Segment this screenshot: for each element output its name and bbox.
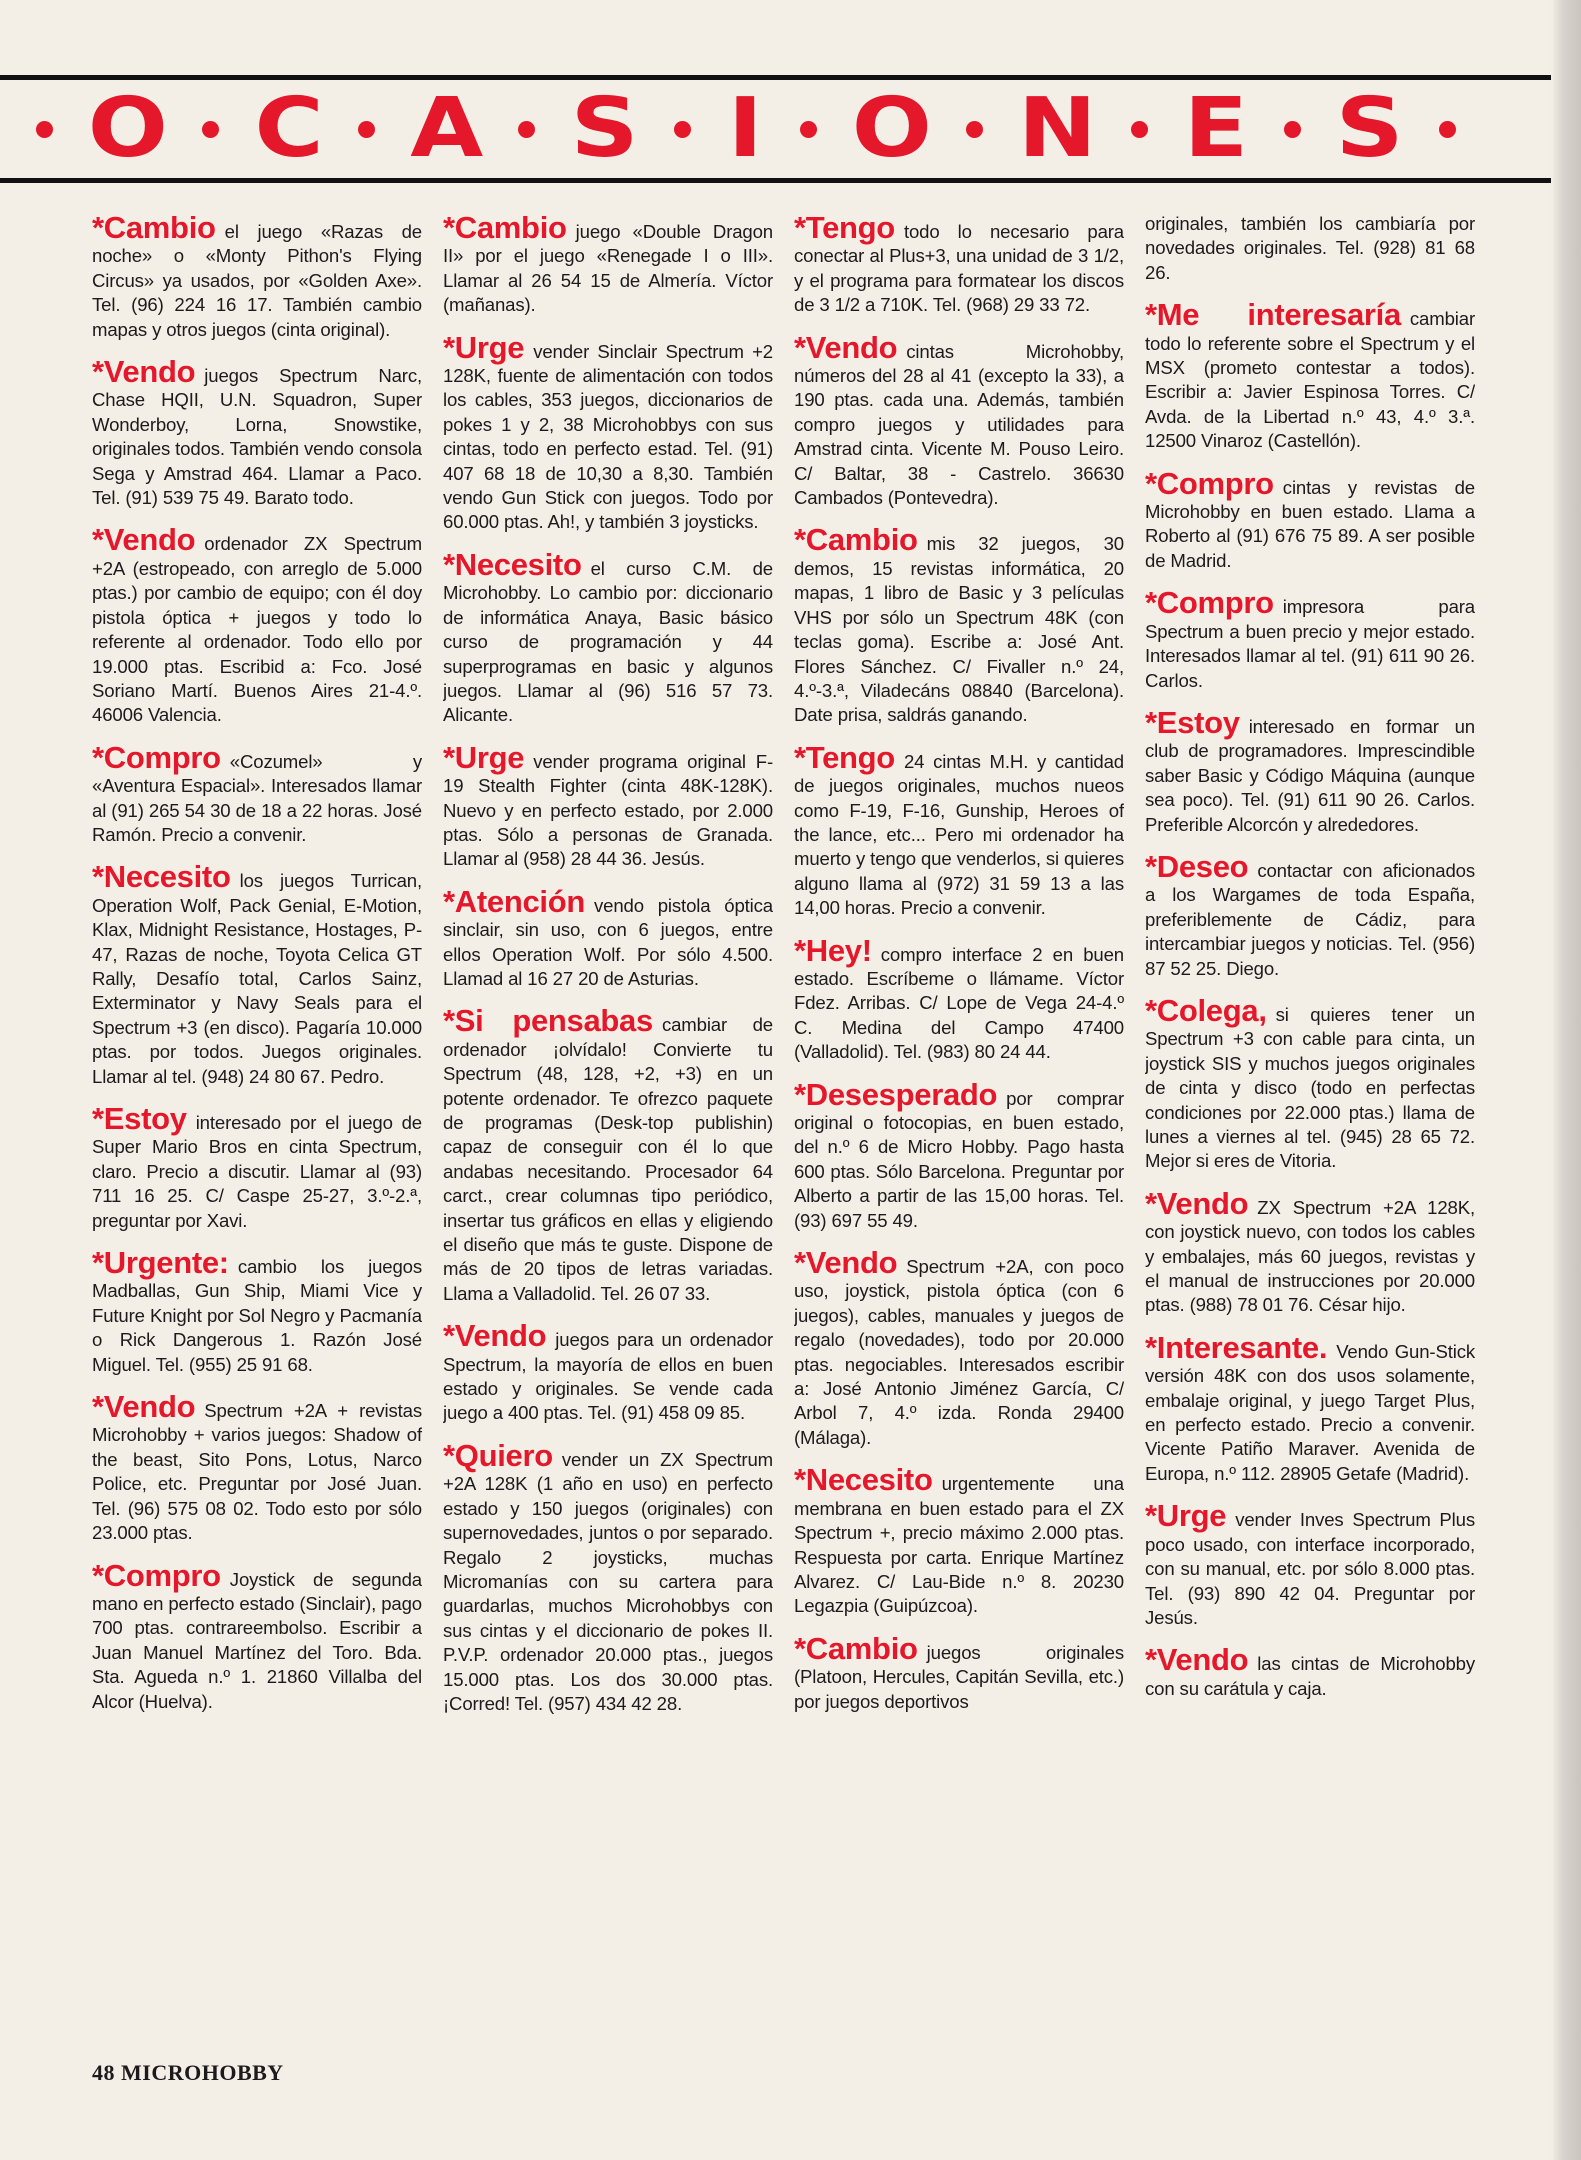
separator-dot [202, 121, 219, 138]
ad-text: los juegos Turrican, Operation Wolf, Pack Genial, E-Motion, Klax, Midnight Resistance, Hostages, P-47, Razas de noche, Toyota Celica GT Rally, Desafío total, Carlos Sainz, Exterminator y Navy Seals para el Spectrum +3 (en disco). Pagaría 10.000 ptas. por todos. Juegos originales. Llamar al tel. (948) 24 80 67. Pedro. [92, 870, 422, 1087]
ad-text: 24 cintas M.H. y cantidad de juegos originales, muchos nueos como F-19, F-16, Gunship, Heroes of the lance, etc... Pero mi ordenador ha muerto y tengo que venderlos, si quieres alguno llama al (972) 31 59 13 a las 14,00 horas. Precio a convenir. [794, 750, 1124, 919]
title-letter: I [727, 81, 764, 176]
classified-ad [794, 524, 1124, 727]
ad-text: juego «Double Dragon II» por el juego «Renegade I o III». Llamar al 26 54 15 de Almería. Víctor (mañanas). [443, 221, 773, 316]
ad-keyword: *Vendo [794, 329, 898, 365]
classified-ad [92, 1103, 422, 1233]
classified-ads-columns [92, 212, 1475, 2047]
classified-ad [92, 739, 422, 848]
classified-ad [92, 524, 422, 727]
ad-text: urgentemente una membrana en buen estado para el ZX Spectrum +, precio máximo 2.000 ptas. Respuesta por carta. Enrique Martínez Alvarez. C/ Lau-Bide n.º 8. 20230 Legazpia (Guipúzcoa). [794, 1473, 1124, 1617]
ad-text: mis 32 juegos, 30 demos, 15 revistas informática, 20 mapas, 1 libro de Basic y 3 películas VHS por sólo un Spectrum 48K (con teclas goma). Escribe a: José Ant. Flores Sánchez. C/ Fivaller n.º 24, 4.º-3.ª, Viladecáns 08840 (Barcelona). Date prisa, saldrás ganando. [794, 533, 1124, 726]
ad-keyword: *Urge [443, 739, 525, 775]
classified-ad [1145, 587, 1475, 693]
separator-dot [966, 121, 983, 138]
ad-keyword: *Vendo [92, 1389, 196, 1425]
column-2 [443, 212, 773, 2047]
classified-ad [443, 1437, 773, 1716]
ad-text: interesado en formar un club de programadores. Imprescindible saber Basic y Código Máquina (aunque sea poco). Tel. (91) 611 90 26. Carlos. Preferible Alcorcón y alrededores. [1145, 715, 1475, 835]
separator-dot [800, 121, 817, 138]
ad-keyword: *Cambio [443, 212, 567, 245]
ad-keyword: *Vendo [1145, 1642, 1249, 1678]
ad-text: vender Inves Spectrum Plus poco usado, con interface incorporado, con su manual, etc. por sólo 8.000 ptas. Tel. (93) 890 42 04. Preguntar por Jesús. [1145, 1509, 1475, 1628]
classified-ad [1145, 299, 1475, 453]
ad-keyword: *Necesito [443, 546, 582, 582]
classified-ad [794, 329, 1124, 511]
ad-text: Spectrum +2A + revistas Microhobby + varios juegos: Shadow of the beast, Sito Pons, Lotus, Narco Police, etc. Preguntar por José Juan. Tel. (96) 575 08 02. Todo esto por sólo 23.000 ptas. [92, 1400, 422, 1544]
ad-keyword: *Vendo [92, 354, 196, 390]
separator-dot [1439, 121, 1456, 138]
ad-keyword: *Tengo [794, 739, 895, 775]
classified-ad [1145, 848, 1475, 981]
classified-ad [1145, 1500, 1475, 1630]
title-letter: O [851, 81, 932, 176]
separator-dot [1284, 121, 1301, 138]
classified-ad [1145, 992, 1475, 1174]
separator-dot [36, 121, 53, 138]
ad-keyword: *Hey! [794, 932, 872, 968]
classified-ad [794, 739, 1124, 921]
ad-text: si quieres tener un Spectrum +3 con cable para cinta, un joystick SIS y muchos juegos originales de cinta y disco (todo en perfectas condiciones por 22.000 ptas.) llama de lunes a viernes al tel. (945) 28 65 72. Mejor si eres de Vitoria. [1145, 1003, 1475, 1172]
separator-dot [674, 121, 691, 138]
classified-ad [794, 1076, 1124, 1233]
classified-ad [794, 212, 1124, 318]
classified-ad [1145, 1644, 1475, 1701]
classified-ad [92, 1557, 422, 1714]
separator-dot [358, 121, 375, 138]
ad-text: juegos para un ordenador Spectrum, la mayoría de ellos en buen estado y originales. Se vende cada juego a 400 ptas. Tel. (91) 458 09 85. [443, 1329, 773, 1424]
classified-ad [92, 861, 422, 1089]
classified-ad [794, 1247, 1124, 1450]
classified-ad [443, 212, 773, 318]
separator-dot [1131, 121, 1148, 138]
ad-text: «Cozumel» y «Aventura Espacial». Interesados llamar al (91) 265 54 30 de 18 a 22 horas. José Ramón. Precio a convenir. [92, 750, 422, 845]
classified-ad [443, 546, 773, 728]
ad-text: Spectrum +2A, con poco uso, joystick, pistola óptica (con 6 juegos), cables, manuales y juegos de regalo (novedades), todo por 20.000 ptas. negociables. Interesados escribir a: José Antonio Jiménez García, C/ Arbol 7, 4.º izda. Ronda 29400 (Málaga). [794, 1256, 1124, 1448]
ad-text: compro interface 2 en buen estado. Escríbeme o llámame. Víctor Fdez. Arribas. C/ Lope de Vega 24-4.º C. Medina del Campo 47400 (Valladolid). Tel. (983) 80 24 44. [794, 943, 1124, 1063]
title-letter: N [1017, 81, 1097, 176]
ad-keyword: *Compro [1145, 465, 1274, 501]
classified-ad [1145, 1185, 1475, 1318]
ad-keyword: *Si pensabas [443, 1003, 653, 1039]
ad-keyword: *Cambio [794, 522, 918, 558]
ad-keyword: *Quiero [443, 1437, 553, 1473]
ad-keyword: *Necesito [92, 859, 231, 895]
ad-keyword: *Urge [1145, 1498, 1227, 1534]
ad-text: impresora para Spectrum a buen precio y mejor estado. Interesados llamar al tel. (91) 611 90 26. Carlos. [1145, 596, 1475, 691]
classified-ad [794, 932, 1124, 1065]
classified-ad [92, 212, 422, 342]
title-letter: S [570, 81, 639, 176]
classified-ad [1145, 1329, 1475, 1486]
title-letter: A [410, 81, 484, 176]
ad-text: contactar con aficionados a los Wargames de toda España, preferiblemente de Cádiz, para intercambiar juegos y noticias. Tel. (956) 87 52 25. Diego. [1145, 859, 1475, 979]
ad-keyword: *Desesperado [794, 1076, 998, 1112]
ad-keyword: *Estoy [1145, 704, 1240, 740]
ad-keyword: *Atención [443, 883, 585, 919]
title-letter: E [1183, 81, 1249, 176]
ad-keyword: *Vendo [92, 522, 196, 558]
column-3 [794, 212, 1124, 2047]
classified-ad [443, 1005, 773, 1306]
classified-ad [92, 356, 422, 510]
ad-keyword: *Urge [443, 329, 525, 365]
ad-keyword: *Urgente: [92, 1245, 229, 1281]
title-letter: O [87, 81, 168, 176]
ad-text: cintas Microhobby, números del 28 al 41 (excepto la 33), a 190 ptas. cada una. Además, también compro juegos y utilidades para Amstrad cinta. Vicente M. Pouso Leiro. C/ Baltar, 38 - Castrelo. 36630 Cambados (Pontevedra). [794, 340, 1124, 509]
classified-ad [794, 1464, 1124, 1618]
classified-ad [1145, 465, 1475, 574]
ad-keyword: *Compro [1145, 585, 1274, 621]
section-title-ocasiones [36, 81, 1456, 176]
ad-text: las cintas de Microhobby con su carátula y caja. [1145, 1653, 1475, 1699]
ad-keyword: *Compro [92, 739, 221, 775]
ad-text: interesado por el juego de Super Mario Bros en cinta Spectrum, claro. Precio a discutir. Llamar al (93) 711 16 25. C/ Caspe 25-27, 3.º-2.ª, preguntar por Xavi. [92, 1112, 422, 1231]
ad-keyword: *Cambio [92, 212, 216, 245]
page-edge [1551, 0, 1581, 2160]
ad-text: ZX Spectrum +2A 128K, con joystick nuevo, con todos los cables y embalajes, más 60 juegos, revistas y el manual de instrucciones por 20.000 ptas. (988) 78 01 76. César hijo. [1145, 1196, 1475, 1316]
classified-ad [1145, 704, 1475, 837]
classified-ad [443, 329, 773, 535]
column-1 [92, 212, 422, 2047]
ad-keyword: *Vendo [1145, 1185, 1249, 1221]
classified-ad [443, 739, 773, 872]
ad-keyword: *Colega, [1145, 992, 1267, 1028]
ad-keyword: *Deseo [1145, 848, 1249, 884]
ad-keyword: *Tengo [794, 212, 895, 245]
ad-text: cintas y revistas de Microhobby en buen estado. Llama a Roberto al (91) 676 75 89. A ser posible de Madrid. [1145, 476, 1475, 571]
classified-ad [794, 1630, 1124, 1714]
ad-keyword: *Interesante. [1145, 1329, 1328, 1365]
ad-text: por comprar original o fotocopias, en buen estado, del n.º 6 de Micro Hobby. Pago hasta 600 ptas. Sólo Barcelona. Preguntar por Alberto a partir de las 15,00 horas. Tel. (93) 697 55 49. [794, 1087, 1124, 1231]
separator-dot [518, 121, 535, 138]
ad-text: vender Sinclair Spectrum +2 128K, fuente de alimentación con todos los cables, 353 juegos, diccionarios de pokes 1 y 2, 38 Microhobbys con sus cintas, todo en perfecto estad. Tel. (91) 407 68 18 de 10,30 a 8,30. También vendo Gun Stick con juegos. Todo por 60.000 ptas. Ah!, y también 3 joysticks. [443, 340, 773, 533]
column-4 [1145, 212, 1475, 2047]
ad-text: Joystick de segunda mano en perfecto estado (Sinclair), pago 700 ptas. contrareembolso. Escribir a Juan Manuel Martínez del Toro. Bda. Sta. Agueda n.º 1. 21860 Villalba del Alcor (Huelva). [92, 1568, 422, 1712]
ad-keyword: *Me interesaría [1145, 297, 1401, 333]
ad-text: vender un ZX Spectrum +2A 128K (1 año en uso) en perfecto estado y 150 juegos (originales) con supernovedades, juntos o por separado. Regalo 2 joysticks, muchas Micromanías con su cartera para guardarlas, muchos Microhobbys con sus cintas y el diccionario de pokes II. P.V.P. ordenador 20.000 ptas., juegos 15.000 ptas. Los dos 30.000 ptas. ¡Corred! Tel. (957) 434 42 28. [443, 1448, 773, 1714]
ad-text: todo lo necesario para conectar al Plus+3, una unidad de 3 1/2, y el programa para formatear los discos de 3 1/2 a 710K. Tel. (968) 29 33 72. [794, 221, 1124, 316]
ad-text: juegos originales (Platoon, Hercules, Capitán Sevilla, etc.) por juegos deportivos [794, 1641, 1124, 1712]
page-footer: 48 MICROHOBBY [92, 2060, 284, 2085]
ad-text: Vendo Gun-Stick versión 48K con dos usos solamente, embalaje original, y juego Target Plus, en perfecto estado. Precio a convenir. Vicente Patiño Maraver. Avenida de Europa, n.º 112. 28905 Getafe (Madrid). [1145, 1340, 1475, 1484]
ad-keyword: *Estoy [92, 1101, 187, 1136]
ad-keyword: *Cambio [794, 1630, 918, 1666]
classified-ad [443, 883, 773, 992]
ad-text: vender programa original F-19 Stealth Fighter (cinta 48K-128K). Nuevo y en perfecto estado, por 2.000 ptas. Sólo a personas de Granada. Llamar al (958) 28 44 36. Jesús. [443, 750, 773, 870]
header-top-rule [0, 75, 1551, 80]
ad-text: ordenador ZX Spectrum +2A (estropeado, con arreglo de 5.000 ptas.) por cambio de equipo; con él doy pistola óptica + juegos y todo lo referente al ordenador. Todo ello por 19.000 ptas. Escribid a: Fco. José Soriano Martí. Buenos Aires 21-4.º. 46006 Valencia. [92, 533, 422, 726]
ad-keyword: *Compro [92, 1557, 221, 1593]
title-letter: C [254, 81, 324, 176]
ad-text: juegos Spectrum Narc, Chase HQII, U.N. Squadron, Super Wonderboy, Lorna, Snowstike, originales todos. También vendo consola Sega y Amstrad 464. Llamar a Paco. Tel. (91) 539 75 49. Barato todo. [92, 365, 422, 509]
classified-ad [1145, 212, 1475, 285]
ad-keyword: *Vendo [443, 1318, 547, 1354]
header-bottom-rule [0, 178, 1551, 183]
ad-text: originales, también los cambiaría por novedades originales. Tel. (928) 81 68 26. [1145, 213, 1475, 283]
title-letter: S [1335, 81, 1404, 176]
ad-text: cambiar todo lo referente sobre el Spectrum y el MSX (prometo contestar a todos). Escribir a: Javier Espinosa Torres. C/ Avda. de la Libertad n.º 43, 4.º 3.ª. 12500 Vinaroz (Castellón). [1145, 308, 1475, 452]
classified-ad [92, 1391, 422, 1545]
ad-text: cambiar de ordenador ¡olvídalo! Convierte tu Spectrum (48, 128, +2, +3) en un potente ordenador. Te ofrezco paquete de programas (Desk-top publishin) capaz de conseguir con él lo que andabas necesitando. Procesador 64 carct., crear columnas tipo periódico, insertar tus gráficos en ellas y eligiendo el diseño que más te guste. Dispone de más de 20 tipos de letras variadas. Llama a Valladolid. Tel. 26 07 33. [443, 1014, 773, 1304]
classified-ad [92, 1247, 422, 1377]
ad-text: vendo pistola óptica sinclair, sin uso, con 6 juegos, entre ellos Operation Wolf. Por sólo 4.500. Llamad al 16 27 20 de Asturias. [443, 894, 773, 989]
ad-text: el juego «Razas de noche» o «Monty Pithon's Flying Circus» ya usados, por «Golden Axe». Tel. (96) 224 16 17. También cambio mapas y otros juegos (cinta original). [92, 221, 422, 340]
classified-ad [443, 1320, 773, 1426]
ad-text: cambio los juegos Madballas, Gun Ship, Miami Vice y Future Knight por Sol Negro y Pacmanía o Rick Dangerous 1. Razón José Miguel. Tel. (955) 25 91 68. [92, 1256, 422, 1375]
ad-keyword: *Vendo [794, 1245, 898, 1281]
ad-keyword: *Necesito [794, 1462, 933, 1498]
ad-text: el curso C.M. de Microhobby. Lo cambio por: diccionario de informática Anaya, Basic básico curso de programación y 44 superprogramas en basic y algunos juegos. Llamar al (96) 516 57 73. Alicante. [443, 557, 773, 726]
